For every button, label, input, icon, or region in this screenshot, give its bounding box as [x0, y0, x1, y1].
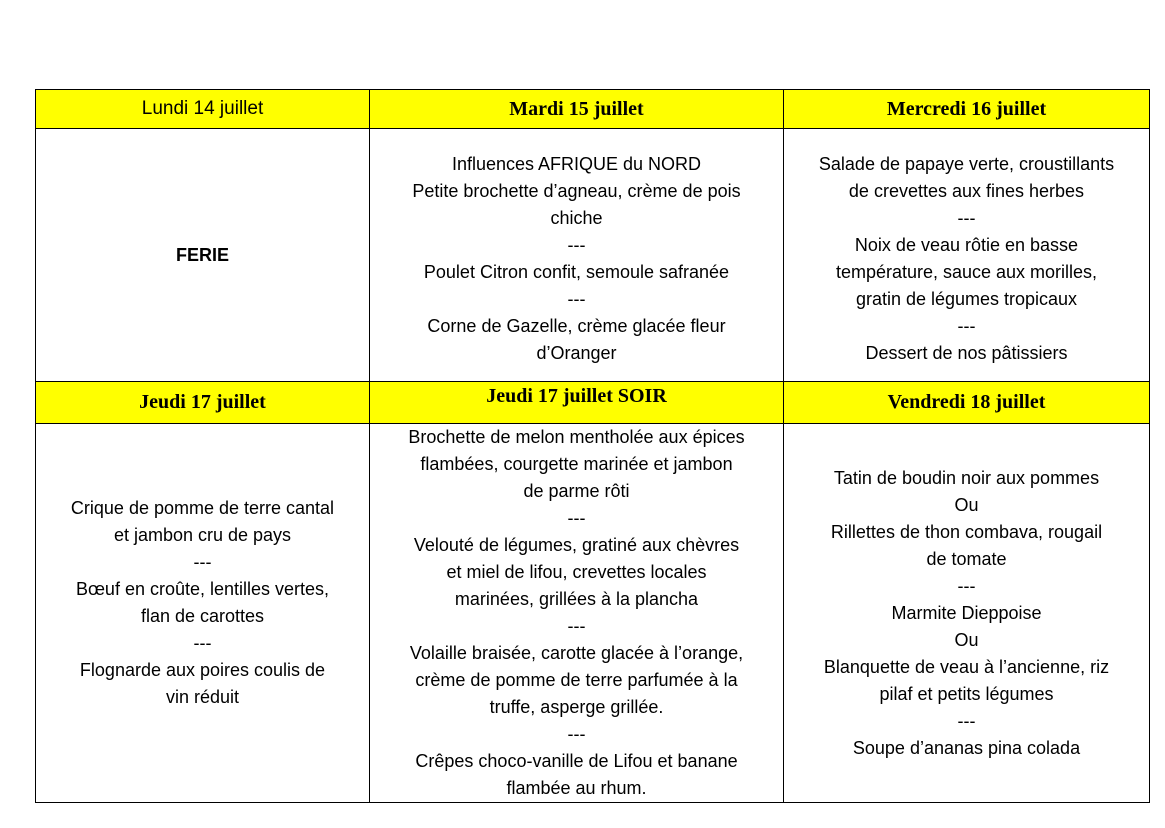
menu-line: Petite brochette d’agneau, crème de pois	[412, 180, 741, 201]
header-jeudi: Jeudi 17 juillet	[36, 382, 370, 424]
menu-jeudi	[36, 495, 369, 731]
menu-line: flan de carottes	[140, 606, 265, 626]
cell-jeudi-soir	[370, 424, 784, 803]
cell-lundi	[36, 129, 370, 382]
menu-row-2	[36, 424, 1150, 803]
menu-line: ---	[567, 508, 586, 528]
menu-line: crème de pomme de terre parfumée à la	[415, 670, 738, 690]
menu-line: Brochette de melon mentholée aux épices	[408, 427, 745, 447]
menu-line: ---	[957, 207, 976, 228]
menu-line: Corne de Gazelle, crème glacée fleur	[427, 315, 726, 336]
menu-line: Ou	[954, 494, 979, 515]
menu-line: ---	[567, 234, 586, 255]
menu-line: Velouté de légumes, gratiné aux chèvres	[413, 535, 740, 555]
menu-line: Salade de papaye verte, croustillants	[818, 153, 1115, 174]
menu-line: flambée au rhum.	[506, 778, 647, 798]
menu-line: marinées, grillées à la plancha	[454, 589, 699, 609]
menu-line: de crevettes aux fines herbes	[848, 180, 1085, 201]
menu-line: ---	[567, 288, 586, 309]
menu-mercredi	[784, 144, 1149, 367]
header-vendredi: Vendredi 18 juillet	[784, 382, 1150, 424]
menu-line: d’Oranger	[536, 342, 617, 363]
menu-line: ---	[957, 575, 976, 596]
menu-line: Blanquette de veau à l’ancienne, riz	[823, 656, 1110, 677]
menu-line: flambées, courgette marinée et jambon	[420, 454, 733, 474]
menu-line: ---	[567, 616, 586, 636]
menu-line: Marmite Dieppoise	[891, 602, 1042, 623]
cell-mardi	[370, 129, 784, 382]
menu-row-1	[36, 129, 1150, 382]
menu-line: Poulet Citron confit, semoule safranée	[423, 261, 730, 282]
menu-line: Crêpes choco-vanille de Lifou et banane	[415, 751, 738, 771]
menu-line: Tatin de boudin noir aux pommes	[833, 467, 1100, 488]
header-row-2	[36, 382, 1150, 424]
menu-line: chiche	[550, 207, 603, 228]
menu-line: vin réduit	[165, 687, 240, 707]
menu-mardi	[370, 144, 783, 367]
menu-line: température, sauce aux morilles,	[835, 261, 1098, 282]
menu-jeudi-soir	[370, 424, 783, 802]
header-row-1	[36, 90, 1150, 129]
weekly-menu-table	[35, 89, 1150, 803]
menu-line: Ou	[954, 629, 979, 650]
cell-mercredi	[784, 129, 1150, 382]
header-jeudi-soir: Jeudi 17 juillet SOIR	[370, 382, 784, 424]
header-lundi: Lundi 14 juillet	[36, 90, 370, 129]
menu-line: Flognarde aux poires coulis de	[79, 660, 326, 680]
header-mardi: Mardi 15 juillet	[370, 90, 784, 129]
ferie-label: FERIE	[175, 244, 229, 265]
menu-line: Soupe d’ananas pina colada	[852, 737, 1081, 758]
menu-line: Dessert de nos pâtissiers	[865, 342, 1068, 363]
menu-line: et miel de lifou, crevettes locales	[446, 562, 707, 582]
menu-line: Rillettes de thon combava, rougail	[830, 521, 1103, 542]
menu-vendredi	[784, 465, 1149, 762]
menu-line: de tomate	[926, 548, 1007, 569]
cell-jeudi	[36, 424, 370, 803]
menu-line: pilaf et petits légumes	[879, 683, 1054, 704]
menu-line: ---	[957, 315, 976, 336]
menu-line: gratin de légumes tropicaux	[855, 288, 1078, 309]
menu-line: Noix de veau rôtie en basse	[854, 234, 1079, 255]
menu-line: et jambon cru de pays	[113, 525, 292, 545]
menu-line: ---	[193, 633, 212, 653]
menu-line: de parme rôti	[523, 481, 630, 501]
menu-line: ---	[567, 724, 586, 744]
menu-line: Volaille braisée, carotte glacée à l’orange,	[409, 643, 744, 663]
menu-line: Influences AFRIQUE du NORD	[451, 153, 702, 174]
menu-line: Bœuf en croûte, lentilles vertes,	[75, 579, 330, 599]
cell-vendredi	[784, 424, 1150, 803]
menu-line: ---	[957, 710, 976, 731]
menu-line: truffe, asperge grillée.	[489, 697, 664, 717]
menu-line: ---	[193, 552, 212, 572]
header-mercredi: Mercredi 16 juillet	[784, 90, 1150, 129]
menu-line: Crique de pomme de terre cantal	[70, 498, 335, 518]
